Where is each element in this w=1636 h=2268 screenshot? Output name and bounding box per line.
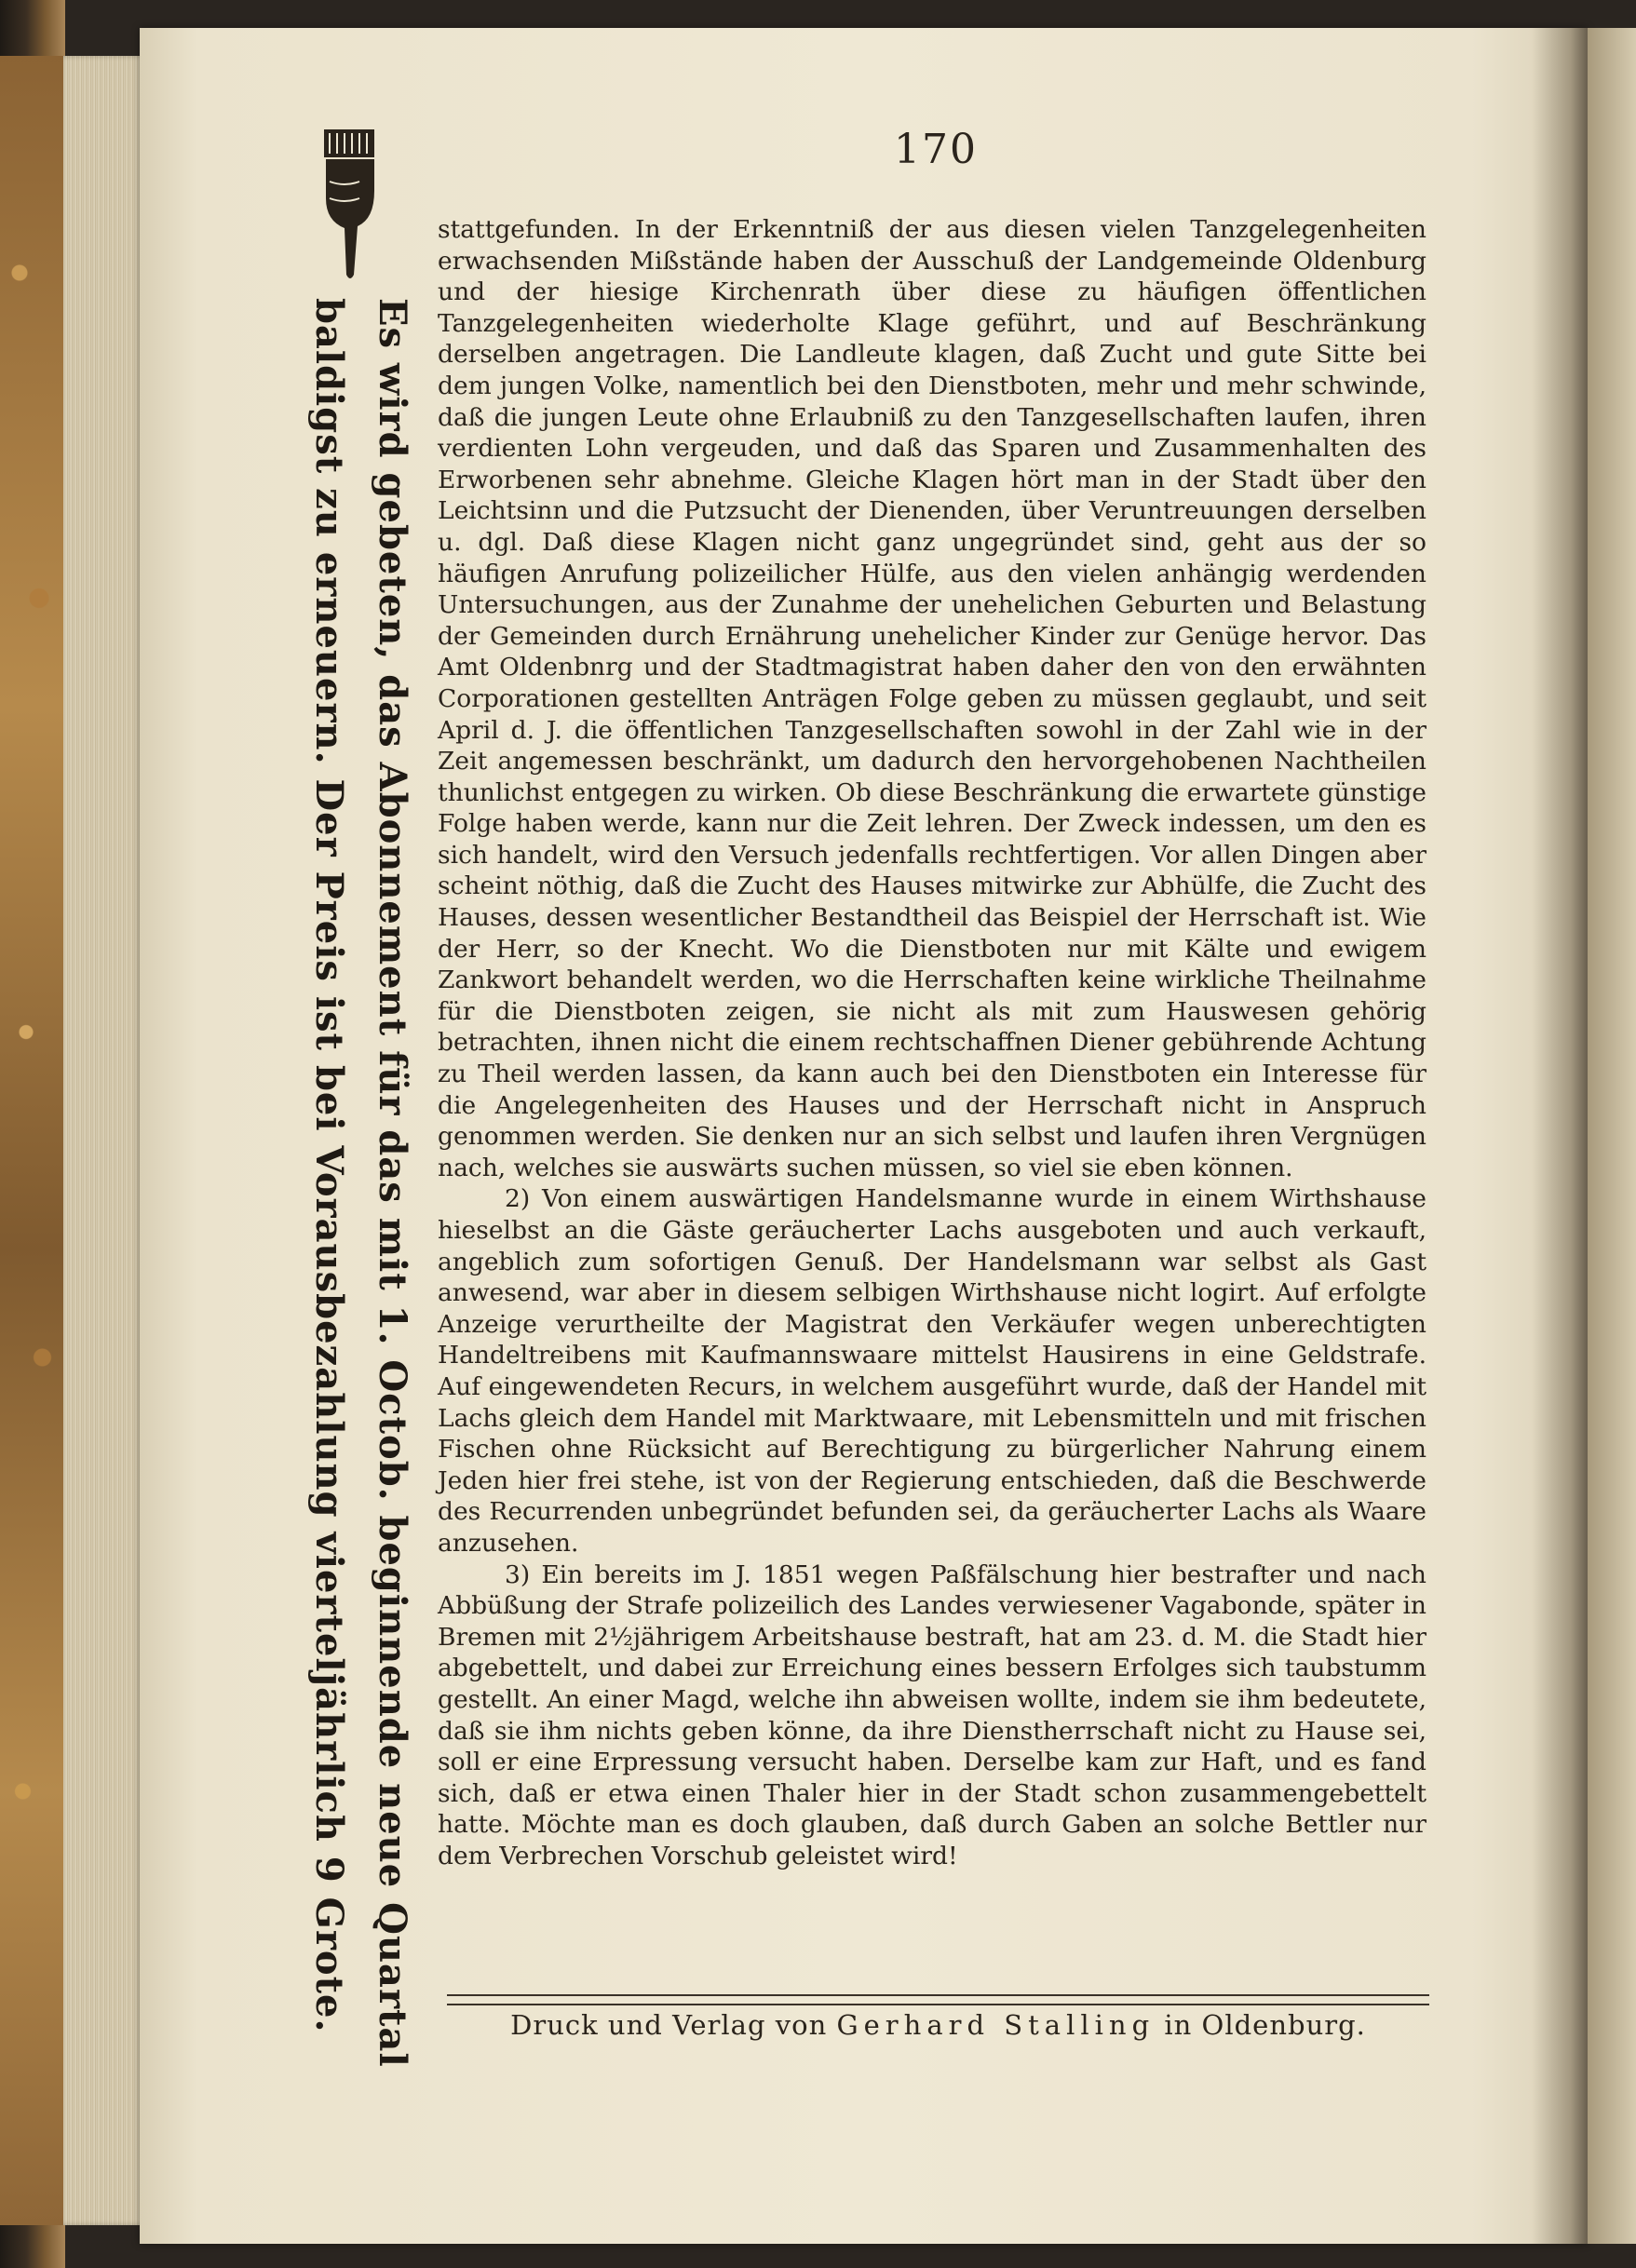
subscription-notice-line-1: Es wird gebeten, das Abonnement für das mit 1. Octob. beginnende neue Quartal (371, 298, 414, 2068)
page-edges (63, 56, 147, 2225)
article-column (438, 214, 1426, 1871)
pointing-hand-icon (317, 126, 382, 284)
imprint-prefix: Druck und Verlag von (510, 2009, 828, 2041)
imprint-publisher: Gerhard Stalling (836, 2009, 1156, 2041)
imprint-suffix: in Oldenburg. (1164, 2009, 1366, 2041)
subscription-notice-line-2: baldigst zu erneuern. Der Preis ist bei Vorausbezahlung vierteljährlich 9 Grote. (307, 298, 351, 2033)
imprint-line (447, 2009, 1429, 2041)
article-paragraph-3: 3) Ein bereits im J. 1851 wegen Paßfälschung hier bestrafter und nach Abbüßung der Strafe polizeilich des Landes verwiesener Vagabonde, später in Bremen mit 2½jährigem Arbeitshause bestraft, hat am 23. d. M. die Stadt hier abgebettelt, und dabei zur Erreichung eines bessern Erfolges sich taubstumm gestellt. An einer Magd, welche ihn abweisen wollte, indem sie ihm bedeutete, daß sie ihm nichts geben könne, da ihre Dienstherrschaft nicht zu Hause sei, soll er eine Erpressung versucht haben. Derselbe kam zur Haft, und es fand sich, daß er etwa einen Thaler hier in der Stadt schon zusammengebettelt hatte. Möchte man es doch glauben, daß durch Gaben an solche Bettler nur dem Verbrechen Vorschub geleistet wird! (438, 1559, 1426, 1870)
article-paragraph-1: stattgefunden. In der Erkenntniß der aus diesen vielen Tanzgelegenheiten erwachsenden Mißstände haben der Ausschuß der Landgemeinde Oldenburg und der hiesige Kirchenrath über diese zu häufigen öffentlichen Tanzgelegenheiten wiederholte Klage geführt, und auf Beschränkung derselben angetragen. Die Landleute klagen, daß Zucht und gute Sitte bei dem jungen Volke, namentlich bei den Dienstboten, mehr und mehr schwinde, daß die jungen Leute ohne Erlaubniß zu den Tanzgesellschaften laufen, ihren verdienten Lohn vergeuden, und daß das Sparen und Zusammenhalten des Erworbenen sehr abnehme. Gleiche Klagen hört man in der Stadt über den Leichtsinn und die Putzsucht der Dienenden, über Veruntreuungen derselben u. dgl. Daß diese Klagen nicht ganz ungegründet sind, geht aus der so häufigen Anrufung polizeilicher Hülfe, aus den vielen anhängig werdenden Untersuchungen, aus der Zunahme der unehelichen Geburten und Belastung der Gemeinden durch Ernährung unehelicher Kinder zur Genüge hervor. Das Amt Oldenbnrg und der Stadtmagistrat haben daher den von den erwähnten Corporationen gestellten Anträgen Folge geben zu müssen geglaubt, und seit April d. J. die öffentlichen Tanzgesellschaften sowohl in der Zahl wie in der Zeit angemessen beschränkt, um dadurch den hervorgehobenen Nachtheilen thunlichst entgegen zu wirken. Ob diese Beschränkung die erwartete günstige Folge haben werde, kann nur die Zeit lehren. Der Zweck indessen, um den es sich handelt, wird den Versuch jedenfalls rechtfertigen. Vor allen Dingen aber scheint nöthig, daß die Zucht des Hauses mitwirke zur Abhülfe, die Zucht des Hauses, dessen wesentlicher Bestandtheil das Beispiel der Herrschaft ist. Wie der Herr, so der Knecht. Wo die Dienstboten nur mit Kälte und ewigem Zankwort behandelt werden, wo die Herrschaften keine wirkliche Theilnahme für die Dienstboten zeigen, sie nicht als mit zum Hauswesen gehörig betrachten, ihnen nicht die einem rechtschaffnen Diener gebührende Achtung zu Theil werden lassen, da kann auch bei den Dienstboten ein Interesse für die Angelegenheiten des Hauses und der Herrschaft nicht in Anspruch genommen werden. Sie denken nur an sich selbst und laufen ihren Vergnügen nach, welches sie auswärts suchen müssen, so viel sie eben können. (438, 215, 1426, 1182)
facing-page-edge (1588, 28, 1636, 2244)
article-paragraph-2: 2) Von einem auswärtigen Handelsmanne wurde in einem Wirthshause hieselbst an die Gäste geräucherter Lachs ausgeboten und auch verkauft, angeblich zum sofortigen Genuß. Der Handelsmann war selbst als Gast anwesend, war aber in diesem selbigen Wirthshause nicht logirt. Auf erfolgte Anzeige verurtheilte der Magistrat den Verkäufer wegen unberechtigten Handeltreibens mit Kaufmannswaare mittelst Hausirens in eine Geldstrafe. Auf eingewendeten Recurs, in welchem ausgeführt wurde, daß der Handel mit Lachs gleich dem Handel mit Marktwaare, mit Lebensmitteln und mit frischen Fischen ohne Rücksicht auf Berechtigung zu bürgerlicher Nahrung einem Jeden hier frei stehe, ist von der Regierung entschieden, daß die Beschwerde des Recurrenden unbegründet befunden sei, da geräucherter Lachs als Waare anzusehen. (438, 1184, 1426, 1558)
subscription-notice (284, 298, 424, 2068)
page-gutter-shadow (1532, 28, 1588, 2244)
marbled-edge (0, 56, 65, 2225)
footer-double-rule (447, 1994, 1429, 2005)
page-number: 170 (894, 126, 978, 173)
